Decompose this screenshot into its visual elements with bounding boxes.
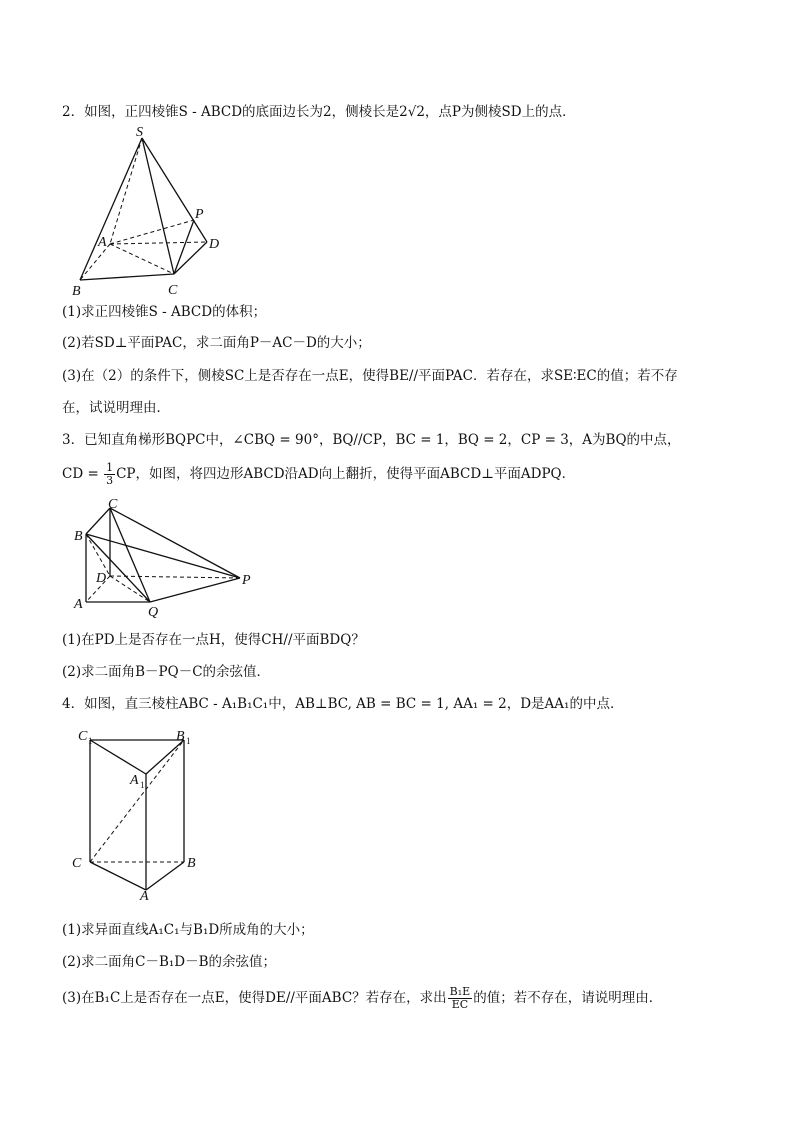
- label-c: C: [108, 497, 118, 512]
- problem-2-part-1: (1)求正四棱锥S - ABCD的体积；: [62, 304, 267, 320]
- label-d: D: [96, 571, 107, 586]
- problem-3-statement-cont: [62, 462, 575, 487]
- label-b: B: [187, 856, 196, 871]
- problem-4-part-1: (1)求异面直线A₁C₁与B₁D所成角的大小；: [62, 922, 314, 938]
- prism-figure: [70, 722, 220, 902]
- label-b: B: [74, 529, 83, 544]
- label-a: A: [140, 889, 149, 904]
- problem-3-part-1: (1)在PD上是否存在一点H，使得CH//平面BDQ？: [62, 632, 365, 648]
- fold-description: CP，如图，将四边形ABCD沿AD向上翻折，使得平面ABCD⊥平面ADPQ．: [116, 466, 576, 482]
- problem-2-part-3-cont: 在，试说明理由．: [62, 400, 170, 416]
- cd-expression: CD =: [62, 466, 104, 482]
- label-c1: C: [78, 729, 88, 744]
- label-s: S: [136, 125, 143, 140]
- label-b: B: [72, 284, 81, 299]
- label-a: A: [98, 235, 107, 250]
- label-b1-subscript: 1: [186, 736, 191, 746]
- label-a1-subscript: 1: [140, 780, 145, 790]
- problem-4-statement: 4．如图，直三棱柱ABC - A₁B₁C₁中，AB⊥BC, AB = BC = 1, AA₁ = 2，D是AA₁的中点．: [62, 696, 624, 712]
- label-c: C: [72, 856, 82, 871]
- label-d: D: [209, 237, 220, 252]
- problem-4-part-2: (2)求二面角C－B₁D－B的余弦值；: [62, 954, 277, 970]
- label-p: P: [195, 207, 204, 222]
- folded-trapezoid-figure: [70, 497, 260, 620]
- label-a1: A: [130, 773, 139, 788]
- problem-2-statement: 2．如图，正四棱锥S - ABCD的底面边长为2，侧棱长是2√2，点P为侧棱SD上的点．: [62, 104, 576, 120]
- problem-2-part-3: (3)在（2）的条件下，侧棱SC上是否存在一点E，使得BE//平面PAC．若存在，求SE∶EC的值；若不存: [62, 368, 678, 384]
- label-c: C: [168, 283, 178, 298]
- label-p: P: [242, 573, 251, 588]
- problem-4-part-3: [62, 986, 662, 1011]
- one-third-fraction: $\frac{1}{3}$: [106, 461, 114, 487]
- problem-3-part-2: (2)求二面角B－PQ－C的余弦值．: [62, 664, 271, 680]
- problem-2-part-2: (2)若SD⊥平面PAC，求二面角P－AC－D的大小；: [62, 335, 371, 351]
- part-3-lead: (3)在B₁C上是否存在一点E，使得DE//平面ABC？若存在，求出: [62, 990, 447, 1006]
- label-b1: B: [176, 729, 185, 744]
- label-q: Q: [148, 605, 159, 620]
- b1e-over-ec-fraction: $\frac{\text{B₁E}}{EC}$: [449, 985, 471, 1011]
- pyramid-figure: [70, 122, 230, 302]
- label-c1-subscript: 1: [88, 736, 93, 746]
- label-a: A: [74, 597, 83, 612]
- problem-3-statement: 3．已知直角梯形BQPC中，∠CBQ = 90°，BQ//CP，BC = 1，BQ = 2，CP = 3，A为BQ的中点，: [62, 432, 681, 448]
- part-3-tail: 的值；若不存在，请说明理由．: [473, 990, 663, 1006]
